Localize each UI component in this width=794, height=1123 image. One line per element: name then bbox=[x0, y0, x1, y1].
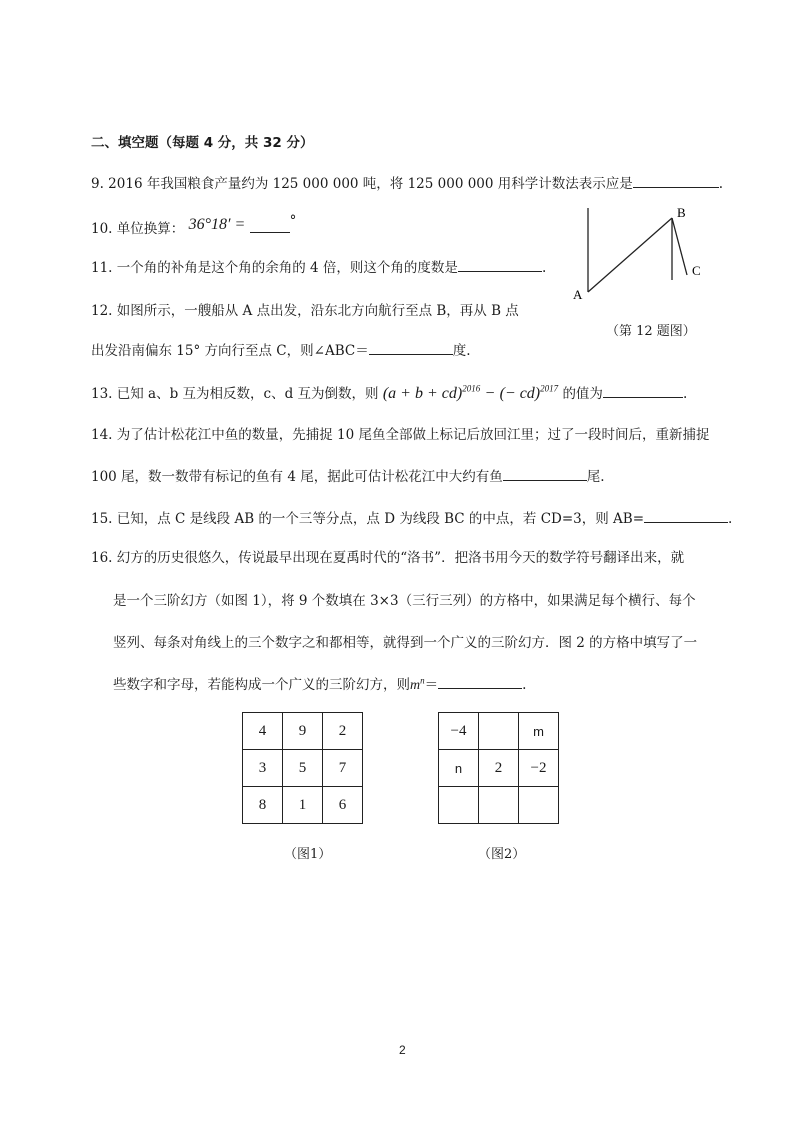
question-16-line-3: 竖列、每条对角线上的三个数字之和都相等，就得到一个广义的三阶幻方．图 2 的方格中填写了一 bbox=[113, 635, 698, 651]
grid-cell: 7 bbox=[323, 750, 363, 787]
figure-1-caption: （图1） bbox=[284, 847, 332, 862]
question-10-text: 10. 单位换算： bbox=[91, 221, 185, 237]
magic-square-figure-2 bbox=[438, 712, 559, 824]
question-16-line-1: 16. 幻方的历史很悠久，传说最早出现在夏禹时代的“洛书”．把洛书用今天的数学符号翻译出来，就 bbox=[91, 550, 685, 566]
point-b-label: B bbox=[677, 205, 686, 220]
grid-cell bbox=[479, 713, 519, 750]
grid-cell: 5 bbox=[283, 750, 323, 787]
point-c-label: C bbox=[692, 263, 701, 278]
question-10: 10. 单位换算： 36°18′ = ° bbox=[91, 213, 297, 237]
grid-cell: 6 bbox=[323, 787, 363, 824]
question-9-text: 9. 2016 年我国粮食产量约为 125 000 000 吨，将 125 000 000 用科学计数法表示应是 bbox=[91, 176, 633, 192]
answer-blank-11[interactable] bbox=[458, 257, 542, 272]
question-16-line-2: 是一个三阶幻方（如图 1），将 9 个数填在 3×3（三行三列）的方格中，如果满足每个横行、每个 bbox=[113, 593, 696, 609]
grid-cell bbox=[519, 787, 559, 824]
grid-cell: 3 bbox=[243, 750, 283, 787]
grid-cell: −4 bbox=[439, 713, 479, 750]
expression-left: (a + b + cd)$^{2016}$ bbox=[382, 383, 481, 402]
answer-blank-16[interactable] bbox=[438, 674, 522, 689]
answer-blank-15[interactable] bbox=[644, 508, 728, 523]
question-14-line-2: 100 尾，数一数带有标记的鱼有 4 尾，据此可估计松花江中大约有鱼 尾. bbox=[91, 465, 605, 485]
answer-blank-12[interactable] bbox=[369, 340, 453, 355]
grid-cell bbox=[439, 787, 479, 824]
question-15: 15. 已知，点 C 是线段 AB 的一个三等分点，点 D 为线段 BC 的中点，若 CD=3，则 AB= . bbox=[91, 507, 732, 527]
grid-cell: 2 bbox=[479, 750, 519, 787]
grid-cell: 9 bbox=[283, 713, 323, 750]
grid-cell bbox=[479, 787, 519, 824]
grid-cell: 4 bbox=[243, 713, 283, 750]
point-a-label: A bbox=[573, 287, 583, 302]
figure-2-caption: （图2） bbox=[478, 847, 526, 862]
magic-square-figure-1 bbox=[242, 712, 363, 824]
figure-12-caption: （第 12 题图） bbox=[606, 324, 696, 339]
answer-blank-13[interactable] bbox=[603, 383, 683, 398]
grid-cell: 2 bbox=[323, 713, 363, 750]
answer-blank-10[interactable] bbox=[250, 218, 290, 233]
angle-expression: 36°18′ = bbox=[188, 216, 246, 233]
grid-cell: n bbox=[439, 750, 479, 787]
answer-blank-14[interactable] bbox=[503, 466, 587, 481]
question-16-line-4: 些数字和字母，若能构成一个广义的三阶幻方，则$m^n=$ . bbox=[113, 675, 527, 693]
question-14-line-1: 14. 为了估计松花江中鱼的数量，先捕捉 10 尾鱼全部做上标记后放回江里；过了一段时间后，重新捕捉 bbox=[91, 427, 710, 443]
grid-cell: m bbox=[519, 713, 559, 750]
segment-ab bbox=[588, 218, 672, 292]
section-title: 二、填空题（每题 4 分，共 32 分） bbox=[91, 135, 314, 151]
segment-bc bbox=[672, 218, 687, 275]
question-11: 11. 一个角的补角是这个角的余角的 4 倍，则这个角的度数是 . bbox=[91, 256, 546, 276]
question-11-text: 11. 一个角的补角是这个角的余角的 4 倍，则这个角的度数是 bbox=[91, 260, 458, 276]
page-number: 2 bbox=[399, 1043, 406, 1057]
figure-12-diagram bbox=[566, 200, 706, 304]
grid-cell: −2 bbox=[519, 750, 559, 787]
question-12-line-2: 出发沿南偏东 15° 方向行至点 C，则∠ABC＝ 度. bbox=[91, 339, 471, 359]
question-9: 9. 2016 年我国粮食产量约为 125 000 000 吨，将 125 000 000 用科学计数法表示应是 . bbox=[91, 172, 723, 192]
grid-cell: 1 bbox=[283, 787, 323, 824]
question-13: 13. 已知 a、b 互为相反数，c、d 互为倒数，则 (a + b + cd)$^{2016}$ − (− cd)$^{2017}$ 的值为 . bbox=[91, 383, 688, 402]
answer-blank-9[interactable] bbox=[633, 173, 719, 188]
grid-cell: 8 bbox=[243, 787, 283, 824]
expression-right: (− cd)$^{2017}$ bbox=[499, 383, 559, 402]
question-12-line-1: 12. 如图所示，一艘船从 A 点出发，沿东北方向航行至点 B，再从 B 点 bbox=[91, 303, 519, 319]
